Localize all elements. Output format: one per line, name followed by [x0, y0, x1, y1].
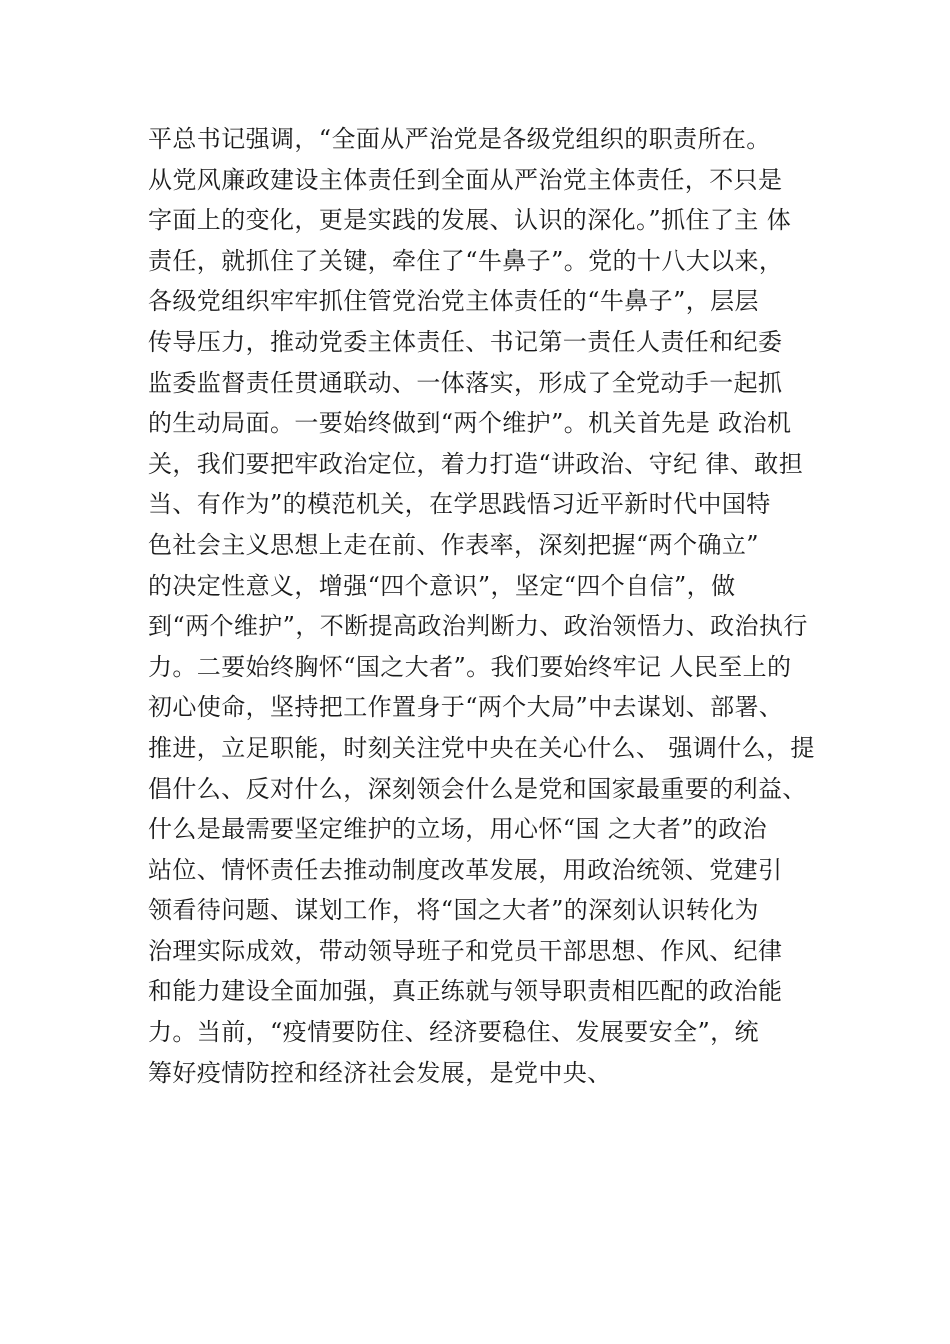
text-line: 筹好疫情防控和经济社会发展，是党中央、: [148, 1058, 612, 1087]
text-line: 到“两个维护”，不断提高政治判断力、政治领悟力、政治执行: [148, 612, 808, 641]
text-line: 各级党组织牢牢抓住管党治党主体责任的“牛鼻子”，层层: [148, 287, 759, 316]
text-line: 力。二要始终胸怀“国之大者”。我们要始终牢记 人民至上的: [148, 652, 792, 681]
text-line: 平总书记强调，“全面从严治党是各级党组织的职责所在。: [148, 125, 771, 153]
body-text: [148, 119, 818, 1093]
text-line: 的决定性意义，增强“四个意识”，坚定“四个自信”，做: [148, 571, 736, 600]
text-line: 推进，立足职能，时刻关注党中央在关心什么、 强调什么，提: [148, 733, 815, 762]
text-line: 倡什么、反对什么，深刻领会什么是党和国家最重要的利益、: [148, 774, 807, 803]
text-line: 和能力建设全面加强，真正练就与领导职责相匹配的政治能: [148, 977, 783, 1006]
text-line: 治理实际成效，带动领导班子和党员干部思想、作风、纪律: [148, 936, 783, 965]
text-line: 的生动局面。一要始终做到“两个维护”。机关首先是 政治机: [148, 409, 792, 438]
text-line: 什么是最需要坚定维护的立场，用心怀“国 之大者”的政治: [148, 815, 767, 844]
text-line: 力。当前，“疫情要防住、经济要稳住、发展要安全”，统: [148, 1018, 759, 1047]
text-line: 传导压力，推动党委主体责任、书记第一责任人责任和纪委: [148, 327, 783, 356]
text-line: 领看待问题、谋划工作，将“国之大者”的深刻认识转化为: [148, 896, 759, 925]
text-line: 从党风廉政建设主体责任到全面从严治党主体责任，不只是: [148, 165, 783, 194]
text-line: 字面上的变化，更是实践的发展、认识的深化。”抓住了主 体: [148, 206, 792, 235]
text-line: 站位、情怀责任去推动制度改革发展，用政治统领、党建引: [148, 855, 783, 884]
text-line: 色社会主义思想上走在前、作表率，深刻把握“两个确立”: [148, 530, 759, 559]
text-line: 关，我们要把牢政治定位，着力打造“讲政治、守纪 律、敢担: [148, 449, 804, 478]
text-line: 初心使命，坚持把工作置身于“两个大局”中去谋划、部署、: [148, 693, 784, 722]
text-line: 监委监督责任贯通联动、一体落实，形成了全党动手一起抓: [148, 368, 783, 397]
text-line: 责任，就抓住了关键，牵住了“牛鼻子”。党的十八大以来，: [148, 246, 784, 275]
text-line: 当、有作为”的模范机关，在学思践悟习近平新时代中国特: [148, 490, 771, 519]
